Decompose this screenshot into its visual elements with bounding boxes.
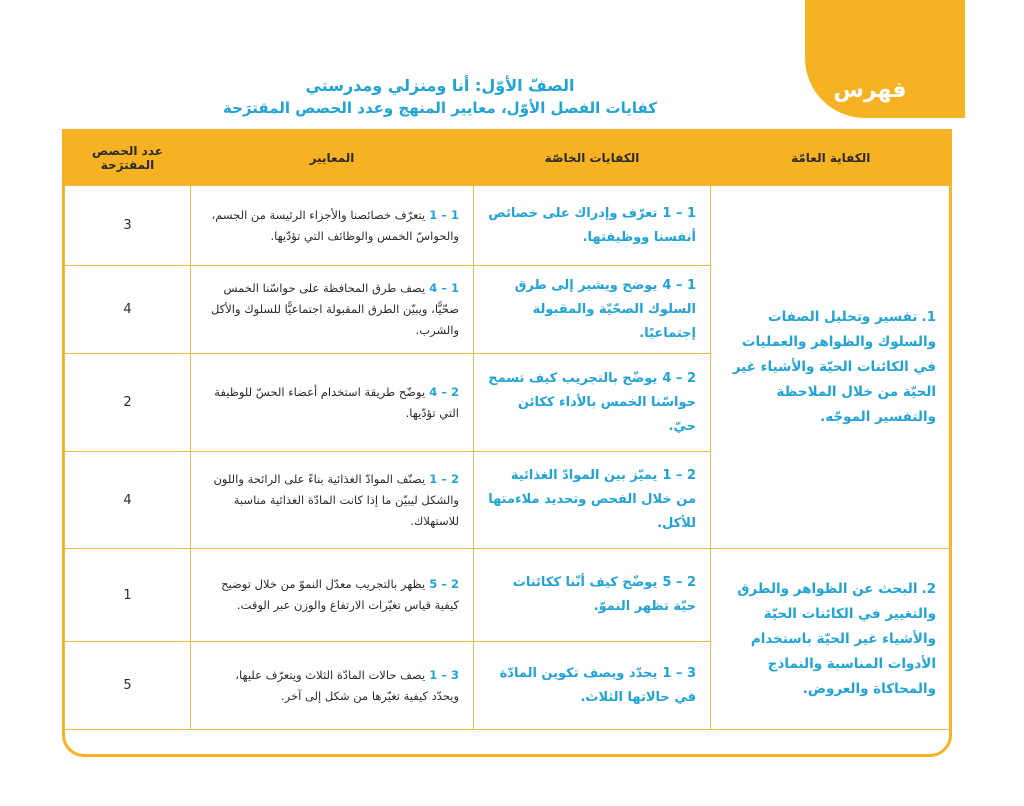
competencies-table — [64, 131, 951, 730]
criterion: 1 – 1يتعرّف خصائصنا والأجزاء الرئيسة من الجسم، والحواسّ الخمس والوظائف التي تؤدّيها. — [191, 186, 474, 266]
chapter-subtitle: كفايات الفصل الأوّل، معايير المنهج وعدد الحصص المقترَحة — [222, 99, 658, 117]
lesson-count: 4 — [65, 452, 191, 549]
lesson-count: 3 — [65, 186, 191, 266]
special-competency: 2 – 5يوضّح كيف أنّنا ككائنات حيّة تظهر النموّ. — [474, 549, 711, 642]
lesson-count: 1 — [65, 549, 191, 642]
table-row — [65, 549, 951, 642]
lesson-count: 4 — [65, 266, 191, 354]
chapter-title: الصفّ الأوّل: أنا ومنزلي ومدرستي — [305, 76, 575, 95]
criterion: 2 – 4يوضّح طريقة استخدام أعضاء الحسّ للوظيفة التي تؤدّيها. — [191, 354, 474, 452]
header-criteria: المعايير — [191, 131, 474, 186]
special-competency: 1 – 1تعرّف وإدراك على خصائص أنفسنا ووظيفتها. — [474, 186, 711, 266]
special-competency: 2 – 1يميّز بين الموادّ الغذائية من خلال الفحص وتحديد ملاءمتها للأكل. — [474, 452, 711, 549]
criterion: 2 – 1يصنّف الموادّ الغذائية بناءً على الرائحة واللون والشكل ليبيّن ما إذا كانت المادّة الغذائية مناسبة للاستهلاك. — [191, 452, 474, 549]
special-competency: 2 – 4يوضّح بالتجريب كيف تسمح حواسّنا الخمس بالأداء ككائن حيّ. — [474, 354, 711, 452]
special-competency: 3 – 1يحدّد ويصف تكوين المادّة في حالاتها الثلاث. — [474, 642, 711, 730]
criterion: 2 – 5يظهر بالتجريب معدّل النموّ من خلال توضيح كيفية قياس تغيّرات الارتفاع والوزن عبر الوقت. — [191, 549, 474, 642]
lesson-count: 2 — [65, 354, 191, 452]
header-lesson-count: عدد الحصص المقترَحة — [65, 131, 191, 186]
header-general-competency: الكفاية العامّة — [711, 131, 951, 186]
criterion: 3 – 1يصف حالات المادّة الثلاث ويتعرّف عليها، ويحدّد كيفية تغيّرها من شكل إلى آخر. — [191, 642, 474, 730]
lesson-count: 5 — [65, 642, 191, 730]
special-competency: 1 – 4يوضح ويشير إلى طرق السلوك الصحّيّة والمقبولة إجتماعيًا. — [474, 266, 711, 354]
index-tab-label: فهرس — [833, 78, 907, 103]
criterion: 1 – 4يصف طرق المحافظة على حواسّنا الخمس صحّيًّا، ويبيّن الطرق المقبولة اجتماعيًّا للسلوك والأكل والشرب. — [191, 266, 474, 354]
table-header-row — [65, 131, 951, 186]
general-competency-1: 1.تفسير وتحليل الصفات والسلوك والظواهر والعمليات في الكائنات الحيّة والأشياء غير الحيّة من خلال الملاحظة والتفسير الموجّه. — [711, 186, 951, 549]
table-row — [65, 186, 951, 266]
general-competency-2: 2.البحث عن الظواهر والطرق والتغيير في الكائنات الحيّة والأشياء غير الحيّة باستخدام الأدوات المناسبة والنماذج والمحاكاة والعروض. — [711, 549, 951, 730]
header-special-competencies: الكفايات الخاصّة — [474, 131, 711, 186]
